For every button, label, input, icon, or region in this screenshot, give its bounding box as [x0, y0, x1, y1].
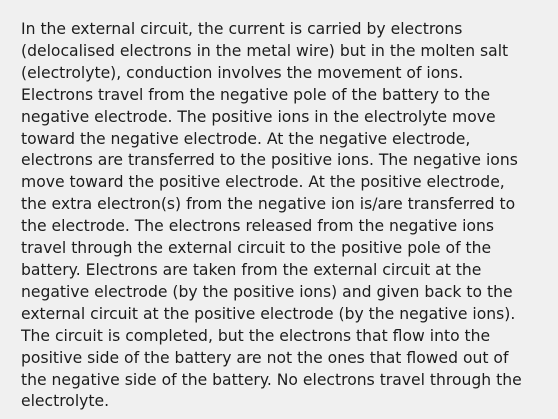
text-line: electrons are transferred to the positive ions. The negative ions [21, 151, 518, 170]
text-line: toward the negative electrode. At the negative electrode, [21, 129, 471, 148]
explanation-paragraph [21, 19, 546, 413]
text-line: electrolyte. [21, 392, 110, 411]
text-line: the extra electron(s) from the negative ion is/are transferred to [21, 195, 516, 214]
text-line: battery. Electrons are taken from the external circuit at the [21, 260, 482, 279]
text-line: move toward the positive electrode. At the positive electrode, [21, 173, 505, 192]
text-line: travel through the external circuit to the positive pole of the [21, 239, 492, 258]
text-line: positive side of the battery are not the ones that flowed out of [21, 348, 509, 367]
text-line: the electrode. The electrons released from the negative ions [21, 217, 495, 236]
text-line: (electrolyte), conduction involves the movement of ions. [21, 63, 464, 82]
text-line: In the external circuit, the current is carried by electrons [21, 20, 463, 38]
text-line: the negative side of the battery. No electrons travel through the [21, 370, 522, 389]
text-line: (delocalised electrons in the metal wire) but in the molten salt [21, 41, 509, 60]
text-line: Electrons travel from the negative pole of the battery to the [21, 85, 491, 104]
text-line: external circuit at the positive electrode (by the negative ions). [21, 304, 516, 323]
text-line: negative electrode. The positive ions in the electrolyte move [21, 107, 496, 126]
text-line: The circuit is completed, but the electrons that flow into the [21, 326, 491, 345]
text-line: negative electrode (by the positive ions) and given back to the [21, 282, 513, 301]
